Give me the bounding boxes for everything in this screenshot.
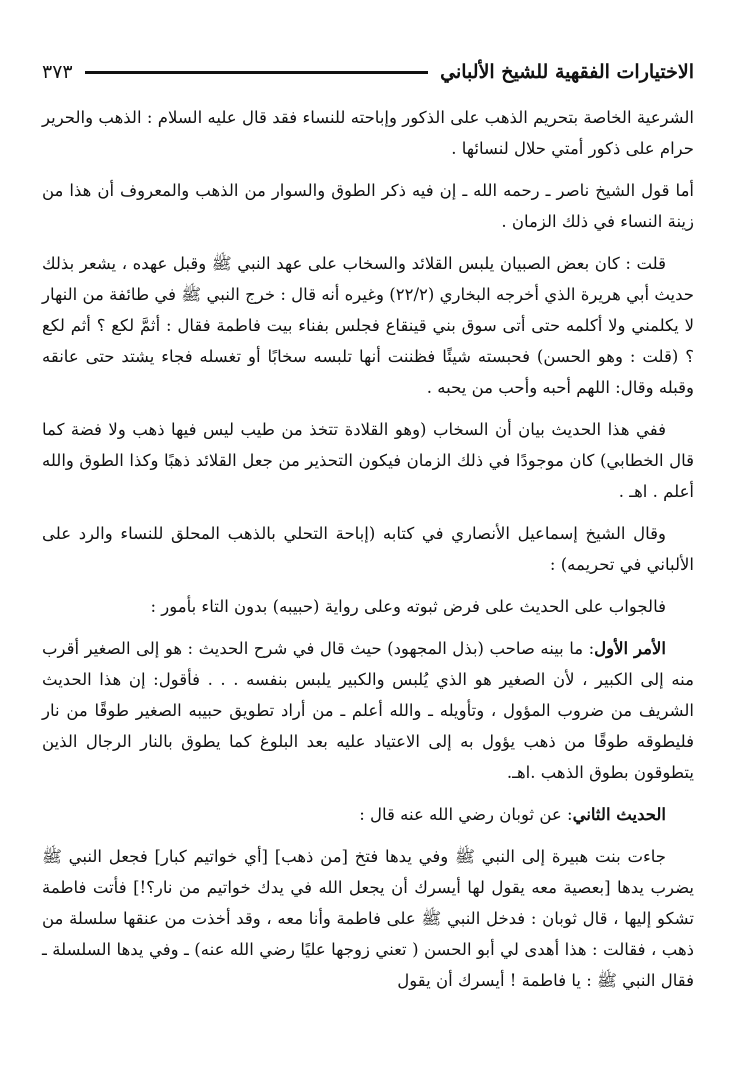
running-title: الاختيارات الفقهية للشيخ الألباني [440, 61, 694, 83]
paragraph [42, 414, 694, 507]
paragraph [42, 633, 694, 788]
text-run: جاءت بنت هبيرة إلى النبي ﷺ وفي يدها فتخ [من ذهب] [أي خواتيم كبار] فجعل النبي ﷺ يضرب يدها [بعصية معه يقول لها أيسرك أن يجعل الله في يدك خواتيم من نار؟!] فأتت فاطمة تشكو إليها ، قال ثوبان : فدخل النبي ﷺ على فاطمة وأنا معه ، وقد أخذت من عنقها سلسلة من ذهب ، فقالت : هذا أهدى لي أبو الحسن ( تعني زوجها عليًا رضي الله عنه) ـ وفي يدها السلسلة ـ فقال النبي ﷺ : يا فاطمة ! أيسرك أن يقول [42, 847, 694, 990]
text-run: فالجواب على الحديث على فرض ثبوته وعلى رواية (حبيبه) بدون التاء بأمور : [150, 597, 666, 616]
bold-heading-run: الأمر الأول [594, 639, 666, 658]
paragraph [42, 175, 694, 237]
page-number: ٣٧٣ [42, 61, 73, 83]
text-run: : ما بينه صاحب (بذل المجهود) حيث قال في شرح الحديث : هو إلى الصغير أقرب منه إلى الكبير ، لأن الصغير هو الذي يُلبس والكبير يلبس بنفسه . . . فأقول: إن هذا الحديث الشريف من ضروب المؤول ، وتأويله ـ والله أعلم ـ من أراد تطويق حبيبه الصغير طوقًا من نار فليطوقه طوقًا من ذهب يؤول به إلى الاعتياد عليه بعد البلوغ كما يطوق بالنار الرجال الذين يتطوقون بطوق الذهب .اهـ. [42, 639, 694, 782]
text-run: أما قول الشيخ ناصر ـ رحمه الله ـ إن فيه ذكر الطوق والسوار من الذهب والمعروف أن هذا من زينة النساء في ذلك الزمان . [42, 181, 694, 231]
bold-heading-run: الحديث الثاني [572, 805, 666, 824]
paragraph [42, 518, 694, 580]
paragraph [42, 841, 694, 996]
paragraph [42, 799, 694, 830]
paragraph [42, 591, 694, 622]
text-run: : عن ثوبان رضي الله عنه قال : [359, 805, 573, 824]
text-run: قلت : كان بعض الصبيان يلبس القلائد والسخاب على عهد النبي ﷺ وقبل عهده ، يشعر بذلك حديث أبي هريرة الذي أخرجه البخاري (٢٢/٢) وغيره أنه قال : خرج النبي ﷺ في طائفة من النهار لا يكلمني ولا أكلمه حتى أتى سوق بني قينقاع فجلس بفناء بيت فاطمة فقال : أثمَّ لكع ؟ أثم لكع ؟ (قلت : وهو الحسن) فحبسته شيئًا فظننت أنها تلبسه سخابًا أو تغسله فجاء يشتد حتى عانقه وقبله وقال: اللهم أحبه وأحب من يحبه . [42, 254, 694, 397]
text-run: وقال الشيخ إسماعيل الأنصاري في كتابه (إباحة التحلي بالذهب المحلق للنساء والرد على الألباني في تحريمه) : [42, 524, 694, 574]
page-body [42, 102, 694, 996]
text-run: الشرعية الخاصة بتحريم الذهب على الذكور وإباحته للنساء فقد قال عليه السلام : الذهب والحرير حرام على ذكور أمتي حلال لنسائها . [42, 108, 694, 158]
paragraph [42, 102, 694, 164]
header-rule [85, 71, 429, 74]
page-header [42, 52, 694, 92]
paragraph [42, 248, 694, 403]
text-run: ففي هذا الحديث بيان أن السخاب (وهو القلادة تتخذ من طيب ليس فيها ذهب ولا فضة كما قال الخطابي) كان موجودًا في ذلك الزمان فيكون التحذير من جعل القلائد ذهبًا وكذا الطوق والله أعلم . اهـ . [42, 420, 694, 501]
